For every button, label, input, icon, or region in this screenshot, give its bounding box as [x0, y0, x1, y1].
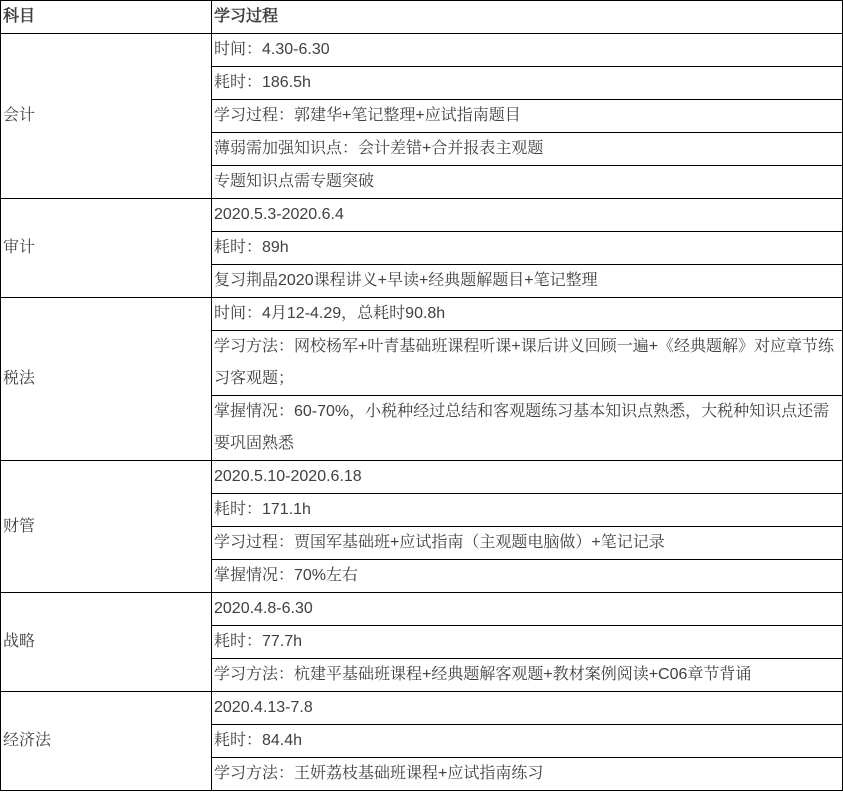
study-table-body: [1, 34, 843, 791]
header-subject: 科目: [1, 1, 212, 34]
detail-cell: 耗时：171.1h: [212, 494, 843, 527]
subject-cell: 战略: [1, 593, 212, 692]
detail-cell: 专题知识点需专题突破: [212, 166, 843, 199]
subject-cell: 经济法: [1, 692, 212, 791]
detail-cell: 薄弱需加强知识点：会计差错+合并报表主观题: [212, 133, 843, 166]
header-row: [1, 1, 843, 34]
table-row: [1, 34, 843, 67]
subject-cell: 财管: [1, 461, 212, 593]
detail-cell: 2020.5.3-2020.6.4: [212, 199, 843, 232]
detail-cell: 掌握情况：60-70%，小税种经过总结和客观题练习基本知识点熟悉，大税种知识点还需要巩固熟悉: [212, 396, 843, 461]
detail-cell: 2020.4.8-6.30: [212, 593, 843, 626]
table-row: [1, 593, 843, 626]
detail-cell: 2020.5.10-2020.6.18: [212, 461, 843, 494]
detail-cell: 学习方法：王妍荔枝基础班课程+应试指南练习: [212, 758, 843, 791]
detail-cell: 耗时：186.5h: [212, 67, 843, 100]
subject-cell: 审计: [1, 199, 212, 298]
table-row: [1, 692, 843, 725]
subject-cell: 税法: [1, 298, 212, 461]
detail-cell: 掌握情况：70%左右: [212, 560, 843, 593]
table-row: [1, 298, 843, 331]
table-row: [1, 461, 843, 494]
detail-cell: 耗时：77.7h: [212, 626, 843, 659]
subject-cell: 会计: [1, 34, 212, 199]
detail-cell: 2020.4.13-7.8: [212, 692, 843, 725]
table-row: [1, 199, 843, 232]
detail-cell: 学习过程：郭建华+笔记整理+应试指南题目: [212, 100, 843, 133]
detail-cell: 学习过程：贾国军基础班+应试指南（主观题电脑做）+笔记记录: [212, 527, 843, 560]
detail-cell: 复习荆晶2020课程讲义+早读+经典题解题目+笔记整理: [212, 265, 843, 298]
detail-cell: 耗时：84.4h: [212, 725, 843, 758]
detail-cell: 学习方法：网校杨军+叶青基础班课程听课+课后讲义回顾一遍+《经典题解》对应章节练习客观题；: [212, 331, 843, 396]
detail-cell: 时间：4.30-6.30: [212, 34, 843, 67]
header-process: 学习过程: [212, 1, 843, 34]
detail-cell: 学习方法：杭建平基础班课程+经典题解客观题+教材案例阅读+C06章节背诵: [212, 659, 843, 692]
detail-cell: 时间：4月12-4.29，总耗时90.8h: [212, 298, 843, 331]
detail-cell: 耗时：89h: [212, 232, 843, 265]
